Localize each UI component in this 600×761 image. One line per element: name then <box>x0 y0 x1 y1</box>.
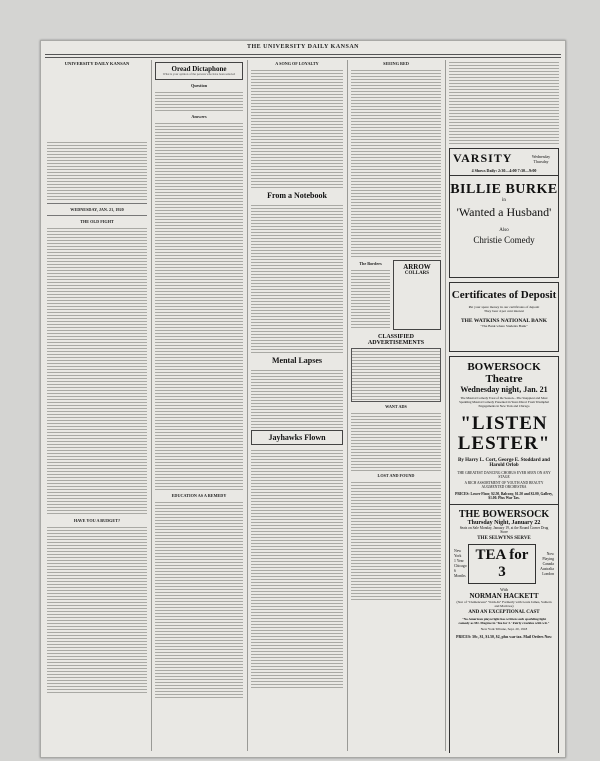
city: Canada <box>542 561 554 566</box>
loyalty-head: A SONG OF LOYALTY <box>275 61 319 66</box>
borders-text <box>351 268 390 328</box>
dictaphone-title: Oread Dictaphone <box>171 65 227 73</box>
notebook-text <box>251 203 343 353</box>
borders-block <box>351 260 390 330</box>
newspaper-page <box>40 40 566 758</box>
notebook-head: From a Notebook <box>267 191 327 200</box>
editorial-head-1: THE OLD FIGHT <box>80 219 114 224</box>
divider <box>47 215 147 216</box>
want-ads-head: WANT ADS <box>385 404 407 409</box>
staff-text-block <box>47 140 147 200</box>
want-ads-text <box>351 411 441 471</box>
theatre-desc: The Musical Comedy Treat of the Season—The Snappiest and Most Sparkling Musical Comedy Presented in Years Direct From Triumphal Engagements in New York and Chicago <box>459 396 549 408</box>
city: Chicago <box>454 564 467 568</box>
play-note-2: A RICH ASSORTMENT OF YOUTH AND BEAUTY AUGMENTED ORCHESTRA <box>464 481 544 489</box>
bank-ad <box>449 282 559 352</box>
editorial-head-2: HAVE YOU A BUDGET? <box>73 518 121 523</box>
jayhawks-head: Jayhawks Flown <box>268 433 326 442</box>
bowersock-title: THE BOWERSOCK <box>458 509 550 520</box>
star-name: BILLIE BURKE <box>450 182 558 197</box>
play-prices: PRICES: Lower Floor, $2.50, Balcony, $1.50 and $2.00, Gallery, $1.00. Plus War Tax. <box>455 492 553 500</box>
tea-left-cities <box>454 549 468 579</box>
borders-head: The Borders <box>359 261 382 266</box>
play-title: "LISTEN LESTER" <box>457 413 551 454</box>
christie-comedy: Christie Comedy <box>473 235 535 245</box>
run: 6 Months <box>454 569 466 578</box>
review-quote: "No American playwright has written such sparkling light comedy as Mr. Megrue in 'Tea for 3.' Fairly crackles with wit." <box>458 617 550 625</box>
lost-found-text <box>351 480 441 600</box>
classified-box <box>351 348 441 402</box>
varsity-days: Wednesday Thursday <box>531 153 551 164</box>
bank-slogan: "The Bank where Students Bank" <box>480 324 528 328</box>
column-divider <box>347 60 348 751</box>
column-divider <box>247 60 248 751</box>
actor-name: NORMAN HACKETT <box>469 592 539 600</box>
thursday-date: Thursday Night, January 22 <box>467 520 541 526</box>
film-title: 'Wanted a Husband' <box>456 205 552 219</box>
ticket-prices: PRICES: 50c, $1, $1.50, $2, plus war tax. Mail Orders Now <box>456 635 552 639</box>
editorial-text <box>47 525 147 695</box>
seeing-red-text <box>351 68 441 258</box>
question-label: Question <box>190 82 208 88</box>
in-label: in <box>502 198 506 203</box>
varsity-shows: 4 Shows Daily: 2:30—4:00 7:30—9:00 <box>450 168 558 176</box>
answers-label: Answers <box>191 113 207 119</box>
ads-column <box>449 60 559 753</box>
city: Australia <box>540 566 554 571</box>
page-masthead: THE UNIVERSITY DAILY KANSAN <box>246 44 360 50</box>
column-divider <box>445 60 446 751</box>
bowersock-ad <box>449 356 559 753</box>
dictaphone-column <box>155 60 243 753</box>
jayhawks-text <box>251 448 343 688</box>
run: 1 Year <box>454 559 464 563</box>
seeing-red-head: SEEING RED <box>383 61 409 66</box>
cod-title: Certificates of Deposit <box>451 289 557 301</box>
borders-row <box>351 260 441 330</box>
lost-found-head: LOST AND FOUND <box>377 473 415 478</box>
question-text <box>155 90 243 112</box>
staff-listing <box>47 68 147 138</box>
varsity-title: VARSITY <box>453 151 513 165</box>
tea-for-3-logo: TEA for 3 <box>468 544 536 584</box>
misc-column <box>351 60 441 753</box>
arrow-ad-title: ARROW <box>403 263 431 271</box>
ads-stack <box>449 60 559 753</box>
dictaphone-subtitle: What is your opinion of the persons who have been selected <box>162 72 236 76</box>
newspaper-flag: UNIVERSITY DAILY KANSAN <box>64 61 130 66</box>
cod-line-2: They bear 4 per cent interest <box>484 309 524 313</box>
verse-text <box>449 60 559 144</box>
classified-title: CLASSIFIED ADVERTISEMENTS <box>367 334 425 346</box>
play-authors: By Harry L. Cort, George E. Stoddard and Harold Orlob <box>458 458 550 468</box>
features-column <box>251 60 343 753</box>
editorial-text <box>47 226 147 516</box>
jayhawks-box <box>251 430 343 445</box>
with-label: With <box>500 587 508 592</box>
seat-sale: Seats on Sale Monday, January 19, at the Round Corner Drug Store <box>459 526 549 534</box>
tea-right-cities <box>536 552 554 577</box>
tea-row <box>450 541 558 587</box>
theatre-date: Wednesday night, Jan. 21 <box>460 385 548 394</box>
divider <box>47 203 147 204</box>
city: Now Playing <box>542 551 554 561</box>
date-line: WEDNESDAY, JAN. 21, 1920 <box>70 207 124 212</box>
varsity-header <box>450 149 558 168</box>
masthead-rule-2 <box>45 57 561 58</box>
arrow-collar-ad <box>393 260 441 330</box>
masthead-rule <box>45 54 561 55</box>
also-label: Also <box>499 228 509 233</box>
bank-name: THE WATKINS NATIONAL BANK <box>460 318 548 324</box>
varsity-ad <box>449 148 559 278</box>
actor-note: (Star of "Clemenceau" "Kick-In" Formerly with Louis James, Sothern and Marlowe) <box>456 600 552 608</box>
play-note: THE GREATEST DANCING CHORUS EVER SEEN ON ANY STAGE <box>457 471 551 479</box>
education-text <box>155 500 243 700</box>
support-cast: AND AN EXCEPTIONAL CAST <box>468 610 540 615</box>
arrow-ad-sub: COLLARS <box>404 271 430 276</box>
ad-divider <box>450 504 558 505</box>
cod-line: Put your spare money in our certificates of deposit <box>468 305 540 309</box>
review-source: New York Tribune, Sept. 20, 1918 <box>480 627 528 631</box>
dictaphone-box <box>155 62 243 80</box>
lapses-head: Mental Lapses <box>272 356 322 365</box>
editorial-column <box>47 60 147 753</box>
city: London <box>542 571 554 576</box>
city: New York <box>454 549 462 558</box>
loyalty-poem <box>251 68 343 188</box>
answers-text <box>155 121 243 491</box>
lapses-text <box>251 368 343 428</box>
education-head: EDUCATION AS A REMEDY <box>171 492 227 498</box>
column-divider <box>151 60 152 751</box>
theatre-title: BOWERSOCK Theatre <box>467 361 541 385</box>
selwyns-serve: THE SELWYNS SERVE <box>477 536 531 541</box>
